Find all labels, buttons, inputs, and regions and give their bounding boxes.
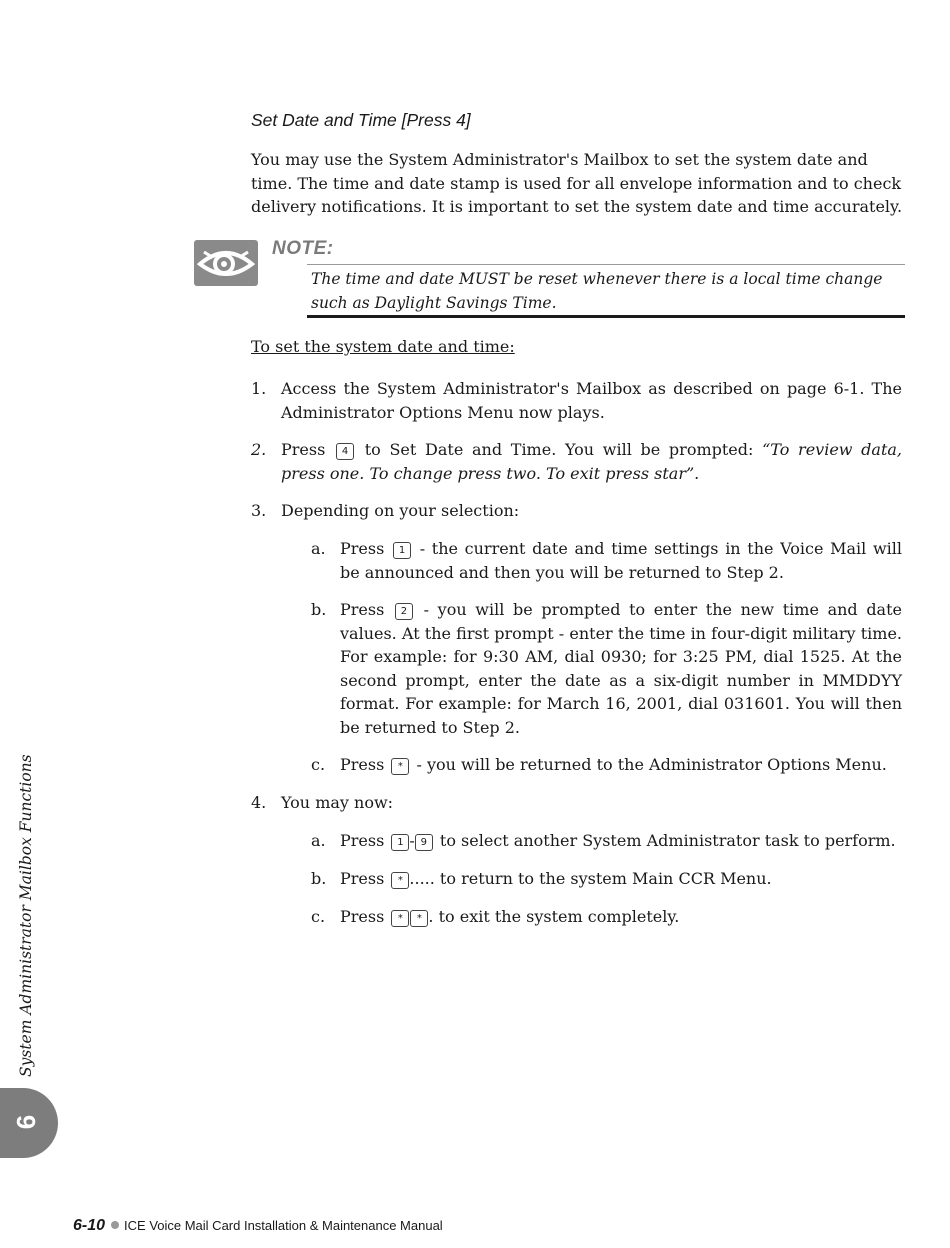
step-2-instruction: to Set Date and Time. You will be prompted: <box>364 440 754 459</box>
substep-letter: b. <box>311 869 327 888</box>
substep-letter: c. <box>311 755 326 774</box>
press-text: Press <box>340 755 385 774</box>
step-number: 2. <box>251 440 267 459</box>
intro-paragraph: You may use the System Administrator's Mailbox to set the system date and time. The time and date stamp is used for all envelope information and to check delivery notifications. It is important to set the system date and time accurately. <box>251 150 903 216</box>
eye-icon <box>194 238 258 288</box>
step-4c-instruction: . to exit the system completely. <box>428 907 680 926</box>
step-3c-text <box>340 753 902 777</box>
note-text: The time and date MUST be reset whenever there is a local time change such as Daylight Savings Time. <box>311 270 883 312</box>
manual-title: ICE Voice Mail Card Installation & Maintenance Manual <box>124 1218 443 1233</box>
step-number: 1. <box>251 379 267 398</box>
key-4-icon: 4 <box>336 443 354 460</box>
step-4c-text <box>340 905 902 929</box>
substep-letter: b. <box>311 600 327 619</box>
press-text: Press <box>340 600 385 619</box>
chapter-number: 6 <box>11 1114 41 1130</box>
step-4b-instruction: ..... to return to the system Main CCR Menu. <box>409 869 772 888</box>
press-text: Press <box>340 907 385 926</box>
step-4-text: You may now: <box>281 793 394 812</box>
note-bottom-rule <box>307 315 905 318</box>
press-text: Press <box>281 440 326 459</box>
step-4a-text <box>340 829 902 853</box>
prompt-quote: “To review data, press one. To change press two. To exit press star”. <box>281 440 903 483</box>
bullet-icon <box>111 1221 119 1229</box>
note-top-rule <box>307 264 905 265</box>
range-separator: - <box>409 831 415 850</box>
press-text: Press <box>340 539 385 558</box>
section-title: Set Date and Time [Press 4] <box>251 110 471 130</box>
step-3-text: Depending on your selection: <box>281 501 520 520</box>
step-3b-text <box>340 598 902 739</box>
key-1-icon: 1 <box>393 542 411 559</box>
press-text: Press <box>340 831 385 850</box>
substep-letter: a. <box>311 831 326 850</box>
step-2-text <box>281 438 902 485</box>
page-footer <box>73 1217 443 1235</box>
note-label: NOTE: <box>272 238 334 259</box>
substep-letter: c. <box>311 907 326 926</box>
step-4b-text <box>340 867 902 891</box>
substep-letter: a. <box>311 539 326 558</box>
step-number: 3. <box>251 501 267 520</box>
step-3a-text <box>340 537 902 584</box>
step-4a-instruction: to select another System Administrator task to perform. <box>439 831 896 850</box>
key-star-icon: * <box>391 758 409 775</box>
step-3b-instruction: - you will be prompted to enter the new time and date values. At the first prompt - enter the time in four-digit military time. For example: for 9:30 AM, dial 0930; for 3:25 PM, dial 1525. At the second prompt, enter the date as a six-digit number in MMDDYY format. For example: for March 16, 2001, dial 031601. You will then be returned to Step 2. <box>340 600 902 737</box>
key-star-icon: * <box>391 872 409 889</box>
step-number: 4. <box>251 793 267 812</box>
key-9-icon: 9 <box>415 834 433 851</box>
step-3c-instruction: - you will be returned to the Administrator Options Menu. <box>416 755 887 774</box>
step-1-text: Access the System Administrator's Mailbox as described on page 6-1. The Administrator Options Menu now plays. <box>281 379 902 422</box>
key-1-icon: 1 <box>391 834 409 851</box>
key-star-icon: * <box>410 910 428 927</box>
page-number: 6-10 <box>73 1217 106 1234</box>
key-2-icon: 2 <box>395 603 413 620</box>
chapter-side-title: System Administrator Mailbox Functions <box>17 754 35 1077</box>
key-star-icon: * <box>391 910 409 927</box>
step-3a-instruction: - the current date and time settings in the Voice Mail will be announced and then you will be returned to Step 2. <box>340 539 902 582</box>
procedure-heading: To set the system date and time: <box>251 337 515 356</box>
press-text: Press <box>340 869 385 888</box>
